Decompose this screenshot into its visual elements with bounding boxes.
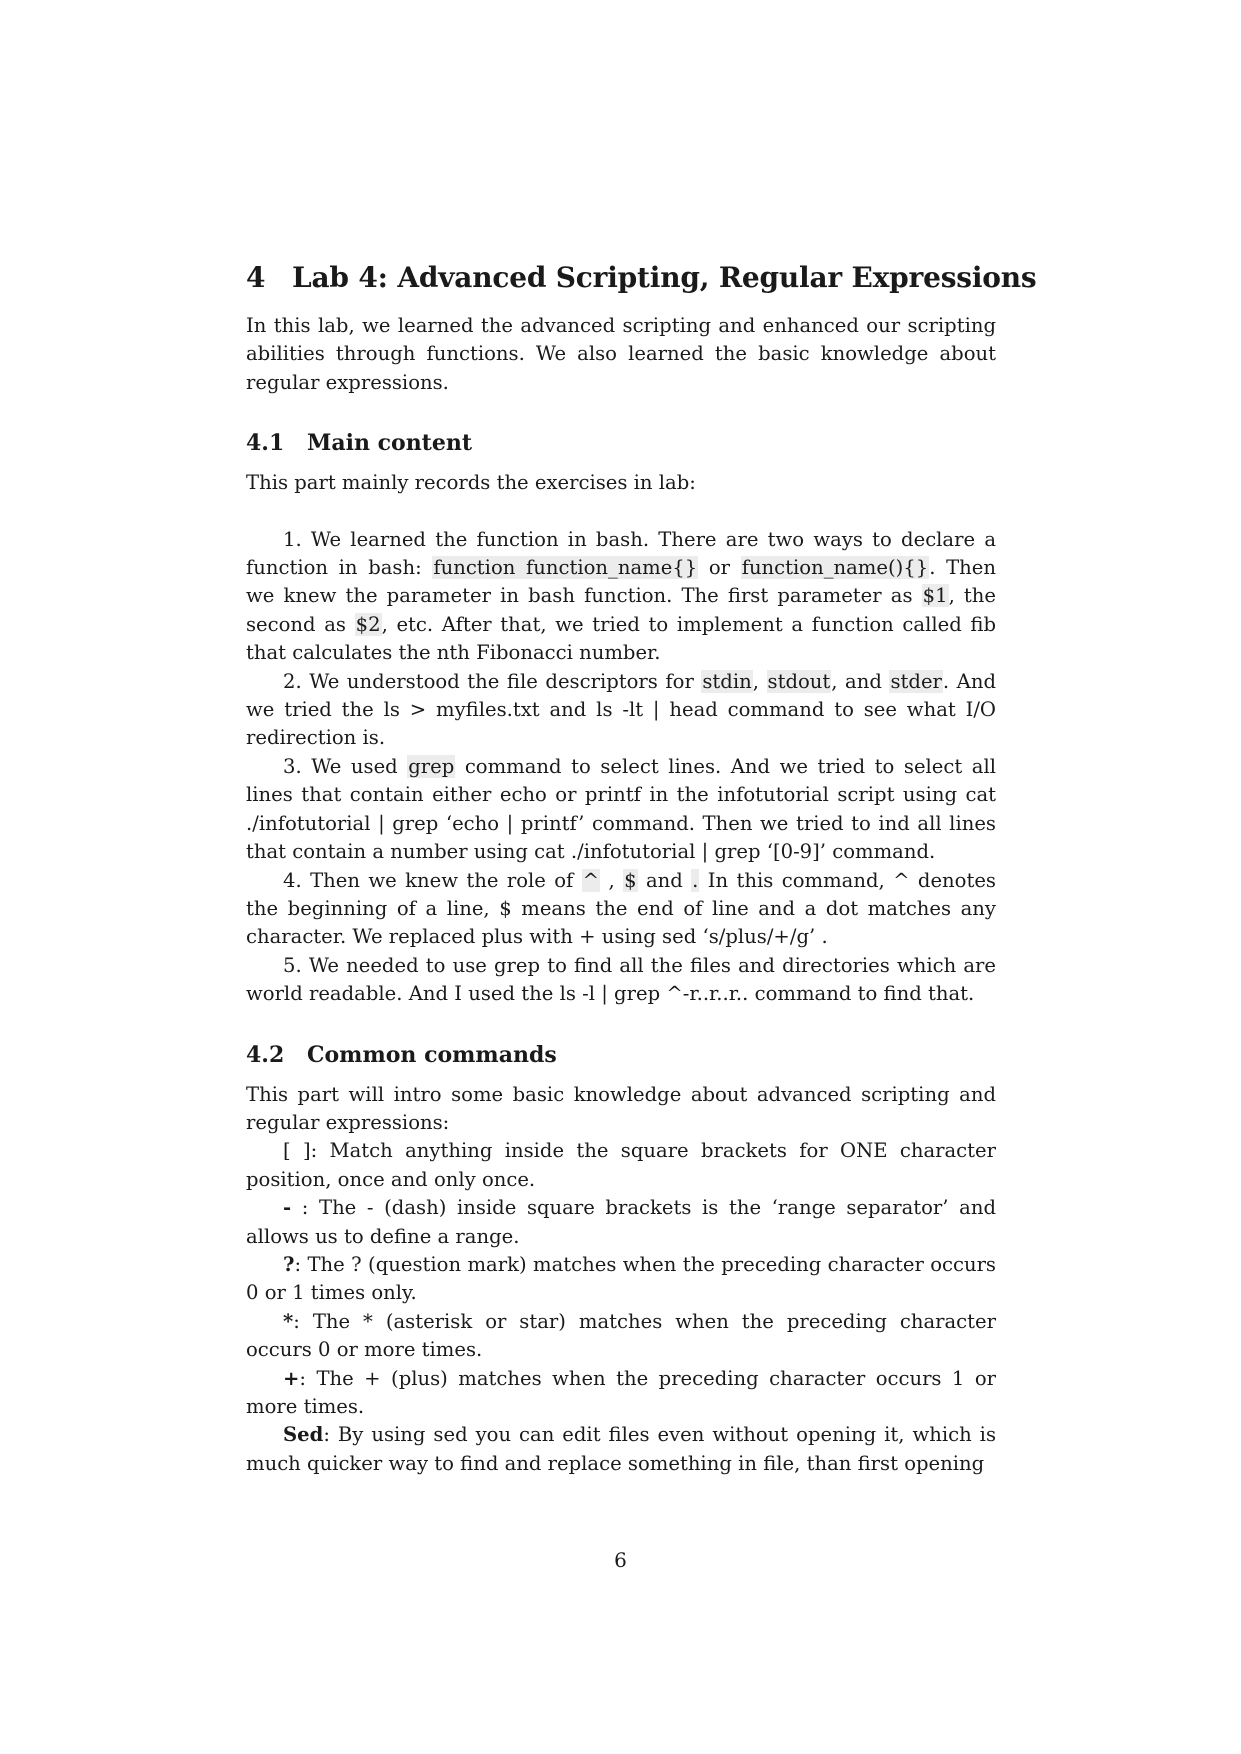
item-text: 1. We learned the function in bash. There are two ways to declare a function in bash: xyxy=(246,527,996,580)
page-number: 6 xyxy=(614,1548,627,1572)
list-item xyxy=(246,526,996,668)
definition-text: : The - (dash) inside square brackets is the ‘range separator’ and allows us to define a range. xyxy=(246,1196,996,1248)
subsection-intro: This part will intro some basic knowledge about advanced scripting and regular expressions: xyxy=(246,1082,996,1134)
section-title: Lab 4: Advanced Scripting, Regular Expressions xyxy=(292,261,1037,294)
item-text: or xyxy=(698,556,741,580)
inline-code: function function_name{} xyxy=(433,556,698,580)
definition-text: : Match anything inside the square brackets for ONE character position, once and only once. xyxy=(246,1139,996,1191)
item-text: 4. Then we knew the role of xyxy=(283,868,582,892)
subsection-intro: This part mainly records the exercises in lab: xyxy=(246,471,696,495)
item-text: , etc. After that, we tried to implement a function called fib that calculates the nth Fibonacci number. xyxy=(246,612,996,665)
list-item xyxy=(246,952,996,1009)
item-text: In this command, ^ denotes the beginning of a line, $ means the end of line and a dot matches any character. We replaced plus with + using sed ‘s/plus/+/g’ . xyxy=(246,868,996,949)
definition-item xyxy=(246,1421,996,1478)
subsection-number: 4.1 xyxy=(246,430,285,457)
definition-term: ? xyxy=(283,1252,295,1276)
inline-code: stdin xyxy=(702,669,752,693)
definition-text: : By using sed you can edit files even without opening it, which is much quicker way to find and replace something in file, than first opening xyxy=(246,1423,996,1475)
definition-text: : The + (plus) matches when the preceding character occurs 1 or more times. xyxy=(246,1366,996,1418)
item-text: , and xyxy=(831,669,890,693)
inline-code: $1 xyxy=(922,584,948,608)
subsection-heading-main-content xyxy=(246,427,996,459)
definition-term: [ ] xyxy=(283,1139,311,1163)
section-number: 4 xyxy=(246,261,266,294)
definition-item xyxy=(246,1137,996,1194)
exercise-list xyxy=(246,526,996,1009)
definition-term: - xyxy=(283,1196,292,1220)
item-text: , the second as xyxy=(246,584,996,636)
definition-text: : The * (asterisk or star) matches when the preceding character occurs 0 or more times. xyxy=(246,1309,996,1362)
inline-code: $2 xyxy=(355,612,381,636)
inline-code: stder xyxy=(890,669,942,693)
item-text: , xyxy=(752,669,767,693)
list-item xyxy=(246,867,996,952)
item-text: 2. We understood the file descriptors for xyxy=(283,669,702,693)
list-item xyxy=(246,668,996,753)
item-text: . Then we knew the parameter in bash function. The first parameter as xyxy=(246,556,996,608)
section-intro: In this lab, we learned the advanced scripting and enhanced our scripting abilities through functions. We also learned the basic knowledge about regular expressions. xyxy=(246,314,996,394)
inline-code: stdout xyxy=(767,669,831,693)
definition-item xyxy=(246,1251,996,1308)
inline-code: function_name(){} xyxy=(741,556,929,580)
inline-code: ^ xyxy=(582,868,600,892)
inline-code: grep xyxy=(408,754,455,778)
subsection-title: Common commands xyxy=(307,1041,557,1068)
definition-text: : The ? (question mark) matches when the preceding character occurs 0 or 1 times only. xyxy=(246,1252,996,1305)
item-text: and xyxy=(637,868,692,892)
definition-term: * xyxy=(283,1309,294,1333)
inline-code: $ xyxy=(624,868,637,892)
subsection-number: 4.2 xyxy=(246,1041,285,1068)
definition-item xyxy=(246,1308,996,1365)
section-heading xyxy=(246,258,1037,298)
item-text: command to select lines. And we tried to select all lines that contain either echo or printf in the infotutorial script using cat ./infotutorial | grep ‘echo | printf’ command. Then we tried to ind all lines that contain a number using cat ./infotutorial | grep ‘[0-9]’ command. xyxy=(246,754,996,864)
list-item xyxy=(246,753,996,867)
subsection-title: Main content xyxy=(307,430,472,457)
item-text: 3. We used xyxy=(283,754,408,778)
item-text: 5. We needed to use grep to find all the files and directories which are world readable. And I used the ls -l | grep ^-r..r..r.. command to find that. xyxy=(246,953,996,1006)
definition-term: + xyxy=(283,1366,300,1390)
definition-item xyxy=(246,1365,996,1422)
subsection-heading-common-commands xyxy=(246,1039,996,1071)
item-text: , xyxy=(600,868,624,892)
page-content xyxy=(246,258,1037,1478)
definition-item xyxy=(246,1194,996,1251)
item-text: . And we tried the ls > myfiles.txt and ls -lt | head command to see what I/O redirection is. xyxy=(246,669,996,750)
definition-term: Sed xyxy=(283,1423,324,1447)
inline-code: . xyxy=(692,868,699,892)
